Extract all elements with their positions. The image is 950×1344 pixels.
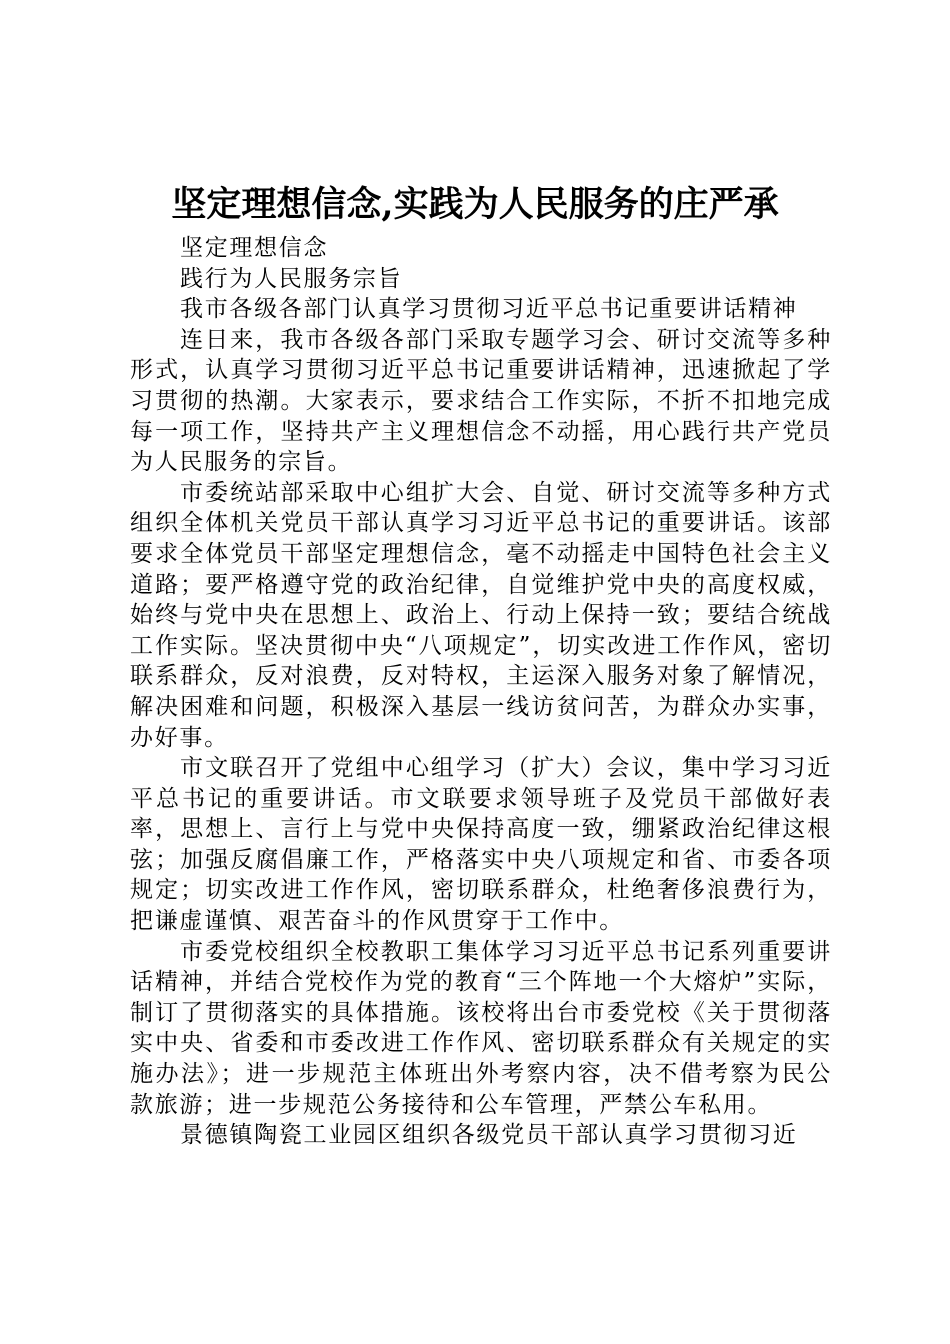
paragraph-1: 连日来，我市各级各部门采取专题学习会、研讨交流等多种形式，认真学习贯彻习近平总书记重要讲话精神，迅速掀起了学习贯彻的热潮。大家表示，要求结合工作实际，不折不扣地完成每一项工作，坚持共产主义理想信念不动摇，用心践行共产党员为人民服务的宗旨。	[130, 326, 832, 476]
subhead-3: 我市各级各部门认真学习贯彻习近平总书记重要讲话精神	[180, 296, 798, 323]
paragraph-3: 市文联召开了党组中心组学习（扩大）会议，集中学习习近平总书记的重要讲话。市文联要求领导班子及党员干部做好表率，思想上、言行上与党中央保持高度一致，绷紧政治纪律这根弦；加强反腐倡廉工作，严格落实中央八项规定和省、市委各项规定；切实改进工作作风，密切联系群众，杜绝奢侈浪费行为，把谦虚谨慎、艰苦奋斗的作风贯穿于工作中。	[130, 755, 832, 935]
subhead-2: 践行为人民服务宗旨	[180, 265, 403, 292]
paragraph-4: 市委党校组织全校教职工集体学习习近平总书记系列重要讲话精神，并结合党校作为党的教育“三个阵地一个大熔炉”实际，制订了贯彻落实的具体措施。该校将出台市委党校《关于贯彻落实中央、省委和市委改进工作作风、密切联系群众有关规定的实施办法》；进一步规范主体班出外考察内容，决不借考察为民公款旅游；进一步规范公务接待和公车管理，严禁公车私用。	[130, 938, 832, 1118]
document-body	[130, 233, 832, 1151]
paragraph-5: 景德镇陶瓷工业园区组织各级党员干部认真学习贯彻习近	[180, 1122, 798, 1149]
paragraph-2: 市委统站部采取中心组扩大会、自觉、研讨交流等多种方式组织全体机关党员干部认真学习习近平总书记的重要讲话。该部要求全体党员干部坚定理想信念，毫不动摇走中国特色社会主义道路；要严格遵守党的政治纪律，自觉维护党中央的高度权威，始终与党中央在思想上、政治上、行动上保持一致；要结合统战工作实际。坚决贯彻中央“八项规定”，切实改进工作作风，密切联系群众，反对浪费，反对特权，主运深入服务对象了解情况，解决困难和问题，积极深入基层一线访贫问苦，为群众办实事，办好事。	[130, 479, 832, 751]
subhead-1: 坚定理想信念	[180, 235, 329, 261]
document-title: 坚定理想信念,实践为人民服务的庄严承	[171, 184, 779, 225]
